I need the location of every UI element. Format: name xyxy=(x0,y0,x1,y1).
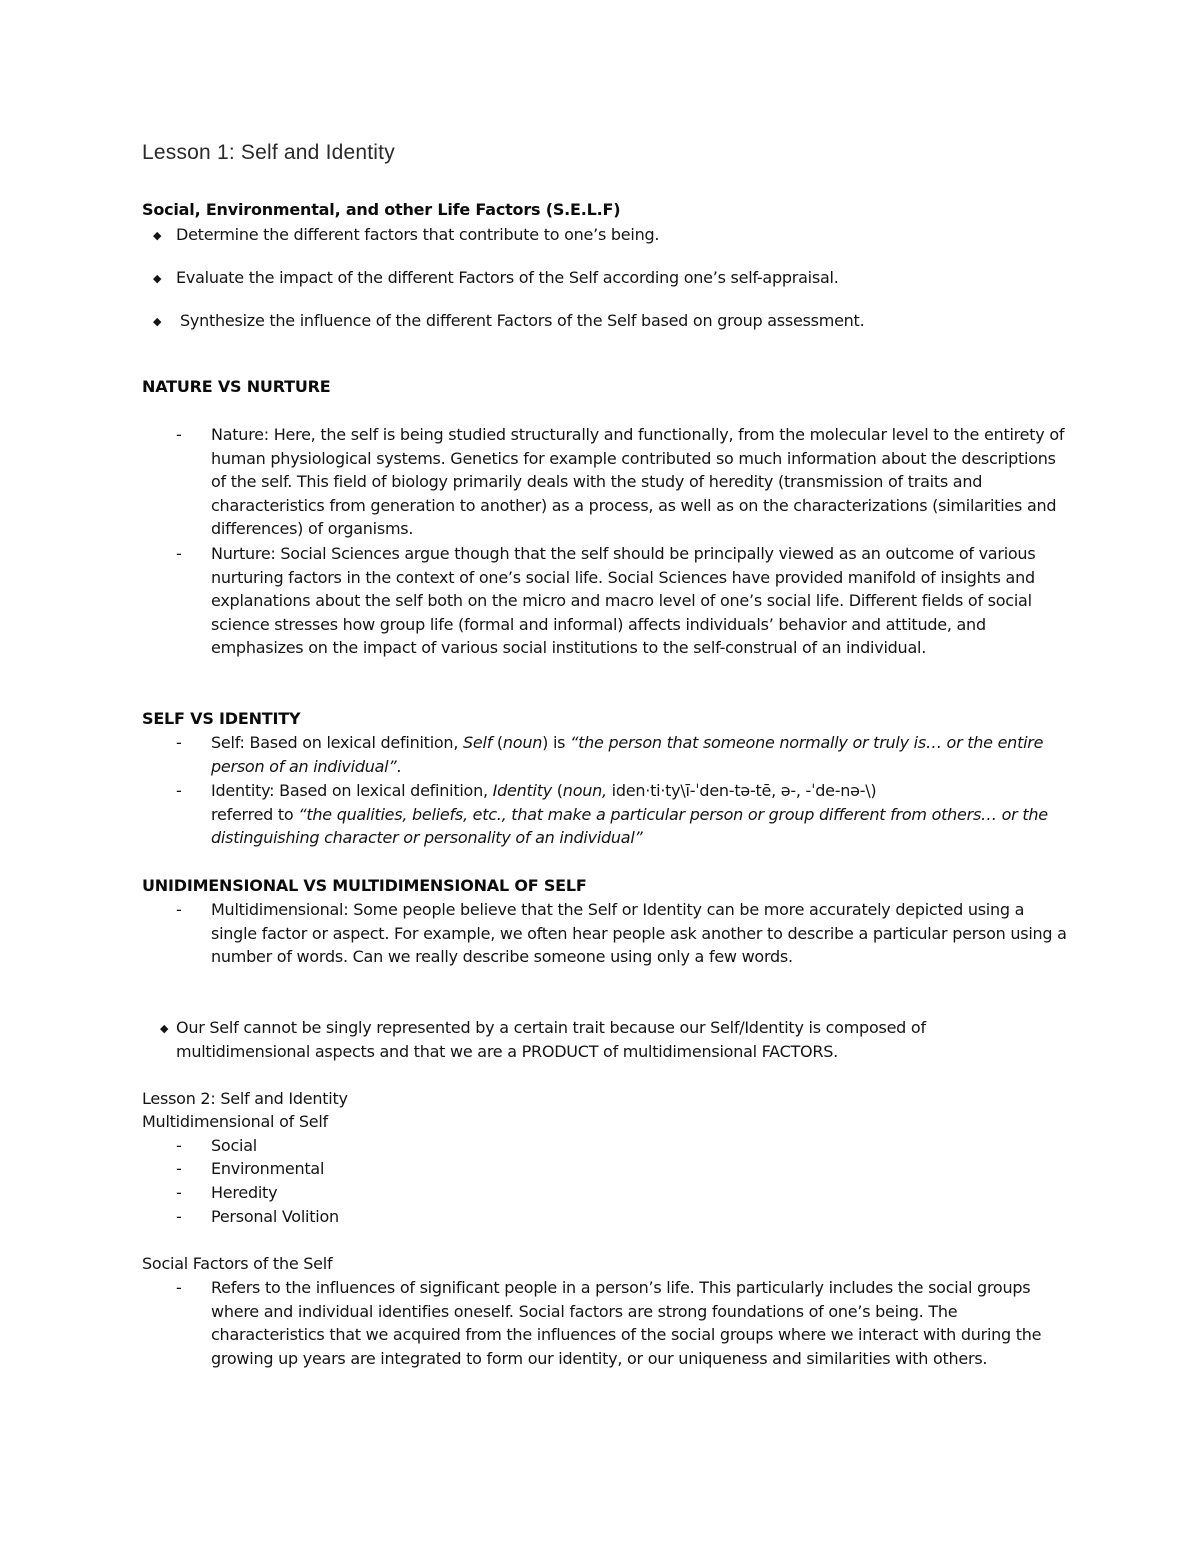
dimensional-heading: UNIDIMENSIONAL VS MULTIDIMENSIONAL OF SELF xyxy=(142,876,587,895)
list-item: Personal Volition xyxy=(211,1207,339,1226)
identity-def-prefix: Identity: Based on lexical definition, xyxy=(211,781,493,800)
self-pos: noun xyxy=(502,733,543,752)
bullet-icon: ◆ xyxy=(153,272,162,285)
nature-paragraph: Nature: Here, the self is being studied structurally and functionally, from the molecular level to the entirety of human physiological systems. Genetics for example contributed so much information about the descriptions of the self. This field of biology primarily deals with the study of heredity (transmission of traits and characteristics from generation to another) as a process, as well as on the characterizations (similarities and differences) of organisms. xyxy=(211,425,1065,538)
social-factors-heading: Social Factors of the Self xyxy=(142,1254,333,1273)
dash-marker: - xyxy=(176,900,182,919)
self-term: Self xyxy=(463,733,493,752)
dash-marker: - xyxy=(176,1183,182,1202)
list-item: Environmental xyxy=(211,1159,325,1178)
self-def-prefix: Self: Based on lexical definition, xyxy=(211,733,463,752)
lesson2-title: Lesson 2: Self and Identity xyxy=(142,1089,348,1108)
objective-item: Evaluate the impact of the different Factors of the Self according one’s self-appraisal. xyxy=(176,268,839,287)
bullet-icon: ◆ xyxy=(153,229,162,242)
self-identity-heading: SELF VS IDENTITY xyxy=(142,709,301,728)
bullet-icon: ◆ xyxy=(160,1022,169,1035)
multidimensional-bullet: Our Self cannot be singly represented by a certain trait because our Self/Identity is composed of multidimensional aspects and that we are a PRODUCT of multidimensional FACTORS. xyxy=(176,1018,926,1061)
list-item: Social xyxy=(211,1136,257,1155)
nature-nurture-heading: NATURE VS NURTURE xyxy=(142,377,331,396)
objective-item: Synthesize the influence of the different Factors of the Self based on group assessment. xyxy=(180,311,865,330)
dash-marker: - xyxy=(176,425,182,444)
page-title: Lesson 1: Self and Identity xyxy=(142,141,395,164)
dash-marker: - xyxy=(176,733,182,752)
identity-pronunciation: iden·ti·ty\ī-ˈden-tə-tē, ə-, -ˈde-nə-\) xyxy=(606,781,877,800)
self-factors-heading: Social, Environmental, and other Life Factors (S.E.L.F) xyxy=(142,200,621,219)
dash-marker: - xyxy=(176,1136,182,1155)
dash-marker: - xyxy=(176,544,182,563)
dash-marker: - xyxy=(176,781,182,800)
identity-def-after: referred to xyxy=(211,804,299,824)
social-factors-paragraph: Refers to the influences of significant people in a person’s life. This particularly includes the social groups where and individual identifies oneself. Social factors are strong foundations of one’s being. The characteristics that we acquired from the influences of the social groups where we interact with during the growing up years are integrated to form our identity, or our uniqueness and similarities with others. xyxy=(211,1278,1042,1368)
bullet-icon: ◆ xyxy=(153,315,162,328)
dash-marker: - xyxy=(176,1207,182,1226)
objective-item: Determine the different factors that contribute to one’s being. xyxy=(176,225,660,244)
dash-marker: - xyxy=(176,1159,182,1178)
multidimensional-paragraph: Multidimensional: Some people believe that the Self or Identity can be more accurately depicted using a single factor or aspect. For example, we often hear people ask another to describe a particular person using a number of words. Can we really describe someone using only a few words. xyxy=(211,900,1067,966)
self-def-mid: ( xyxy=(492,733,503,752)
nurture-paragraph: Nurture: Social Sciences argue though that the self should be principally viewed as an outcome of various nurturing factors in the context of one’s social life. Social Sciences have provided manifold of insights and explanations about the self both on the micro and macro level of one’s social life. Different fields of social science stresses how group life (formal and informal) affects individuals’ behavior and attitude, and emphasizes on the impact of various social institutions to the self-construal of an individual. xyxy=(211,544,1036,657)
list-item: Heredity xyxy=(211,1183,278,1202)
identity-definition xyxy=(211,779,1071,850)
dash-marker: - xyxy=(176,1278,182,1297)
identity-quote: “the qualities, beliefs, etc., that make a particular person or group different from others… or the distinguishing character or personality of an individual” xyxy=(211,804,1048,847)
identity-term: Identity xyxy=(492,781,552,800)
self-def-after: ) is xyxy=(542,733,571,752)
self-definition xyxy=(211,731,1071,778)
self-def-end: . xyxy=(396,756,402,776)
identity-def-mid: ( xyxy=(551,781,563,800)
lesson2-subtitle: Multidimensional of Self xyxy=(142,1112,328,1131)
identity-pos: noun, xyxy=(562,781,607,800)
self-quote: “the person that someone normally or truly is… or the entire person of an individual” xyxy=(211,733,1044,776)
